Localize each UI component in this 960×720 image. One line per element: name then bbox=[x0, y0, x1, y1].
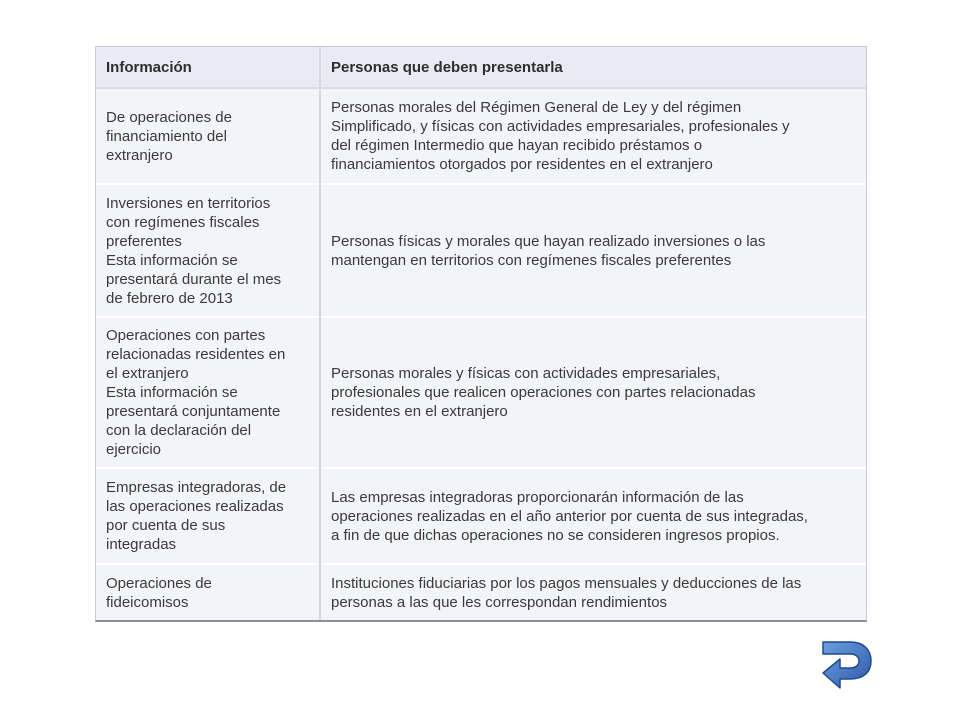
personas-cell bbox=[320, 317, 866, 468]
informacion-cell bbox=[96, 317, 320, 468]
informacion-text: Operaciones de fideicomisos bbox=[106, 574, 212, 611]
personas-text: Personas físicas y morales que hayan realizado inversiones o las mantengan en territorios con regímenes fiscales preferentes bbox=[331, 232, 766, 269]
u-turn-return-arrow-icon[interactable] bbox=[820, 636, 874, 696]
table-row bbox=[96, 317, 866, 468]
column-header-informacion: Información bbox=[96, 47, 320, 88]
information-table bbox=[96, 47, 866, 620]
personas-cell bbox=[320, 468, 866, 564]
informacion-text: Operaciones con partes relacionadas residentes en el extranjero Esta información se presentará conjuntamente con la declaración del ejercicio bbox=[106, 327, 286, 458]
personas-cell bbox=[320, 88, 866, 184]
informacion-text: De operaciones de financiamiento del extranjero bbox=[106, 108, 232, 164]
informacion-cell bbox=[96, 468, 320, 564]
table-row bbox=[96, 564, 866, 620]
personas-text: Personas morales y físicas con actividades empresariales, profesionales que realicen operaciones con partes relacionadas residentes en el extranjero bbox=[331, 365, 756, 420]
table-header-row bbox=[96, 47, 866, 88]
informacion-text: Inversiones en territorios con regímenes fiscales preferentes Esta información se presentará durante el mes de febrero de 2013 bbox=[106, 194, 282, 307]
column-header-personas: Personas que deben presentarla bbox=[320, 47, 866, 88]
informacion-text: Empresas integradoras, de las operaciones realizadas por cuenta de sus integradas bbox=[106, 479, 287, 553]
personas-text: Personas morales del Régimen General de Ley y del régimen Simplificado, y físicas con actividades empresariales, profesionales y del régimen Intermedio que hayan recibido préstamos o financiamientos otorgados por residentes en el extranjero bbox=[331, 99, 790, 173]
personas-text: Las empresas integradoras proporcionarán información de las operaciones realizadas en el año anterior por cuenta de sus integradas, a fin de que dichas operaciones no se consideren ingresos propios. bbox=[331, 488, 808, 544]
informacion-cell bbox=[96, 184, 320, 317]
personas-text: Instituciones fiduciarias por los pagos mensuales y deducciones de las personas a las que les correspondan rendimientos bbox=[331, 574, 802, 611]
table-row bbox=[96, 88, 866, 184]
obligations-table bbox=[95, 46, 867, 622]
table-row bbox=[96, 184, 866, 317]
personas-cell bbox=[320, 184, 866, 317]
table-row bbox=[96, 468, 866, 564]
informacion-cell bbox=[96, 564, 320, 620]
informacion-cell bbox=[96, 88, 320, 184]
personas-cell bbox=[320, 564, 866, 620]
